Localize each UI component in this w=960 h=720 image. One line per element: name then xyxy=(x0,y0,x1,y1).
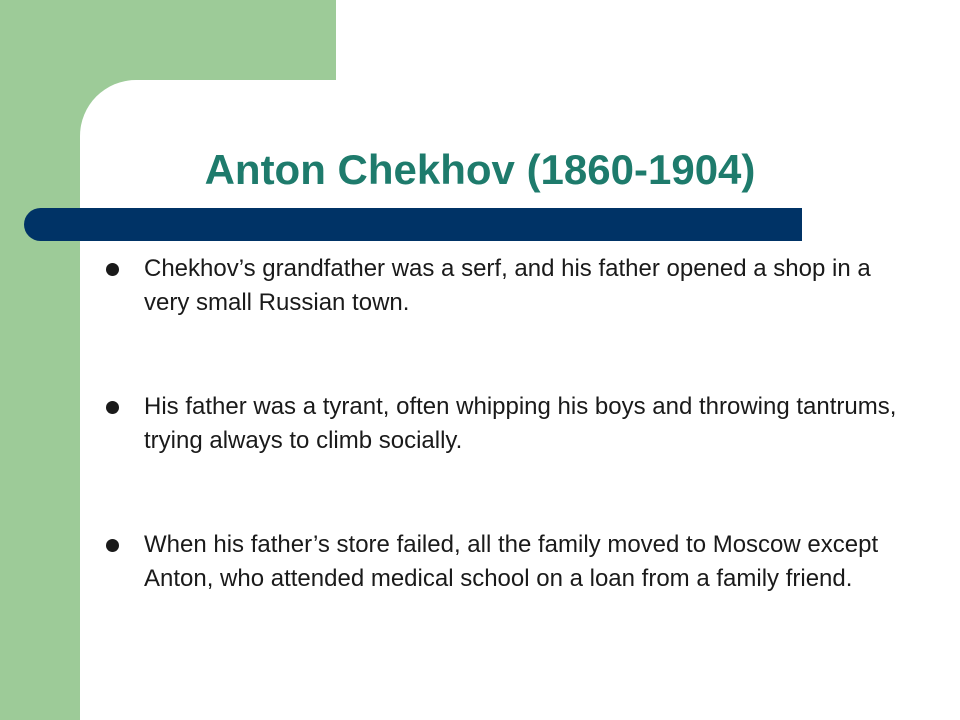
title-underline-bar xyxy=(24,208,802,241)
bullet-text: His father was a tyrant, often whipping his boys and throwing tantrums, trying always to climb socially. xyxy=(144,393,897,454)
bullet-dot-icon xyxy=(106,263,119,276)
bullet-item xyxy=(100,252,900,320)
bullet-dot-icon xyxy=(106,539,119,552)
bullet-list xyxy=(100,252,900,596)
bullet-item xyxy=(100,528,900,596)
bullet-dot-icon xyxy=(106,401,119,414)
slide-title: Anton Chekhov (1860-1904) xyxy=(204,146,756,193)
bullet-text: Chekhov’s grandfather was a serf, and his father opened a shop in a very small Russian town. xyxy=(144,255,871,316)
bullet-text: When his father’s store failed, all the family moved to Moscow except Anton, who attended medical school on a loan from a family friend. xyxy=(144,531,879,592)
bullet-item xyxy=(100,390,900,458)
